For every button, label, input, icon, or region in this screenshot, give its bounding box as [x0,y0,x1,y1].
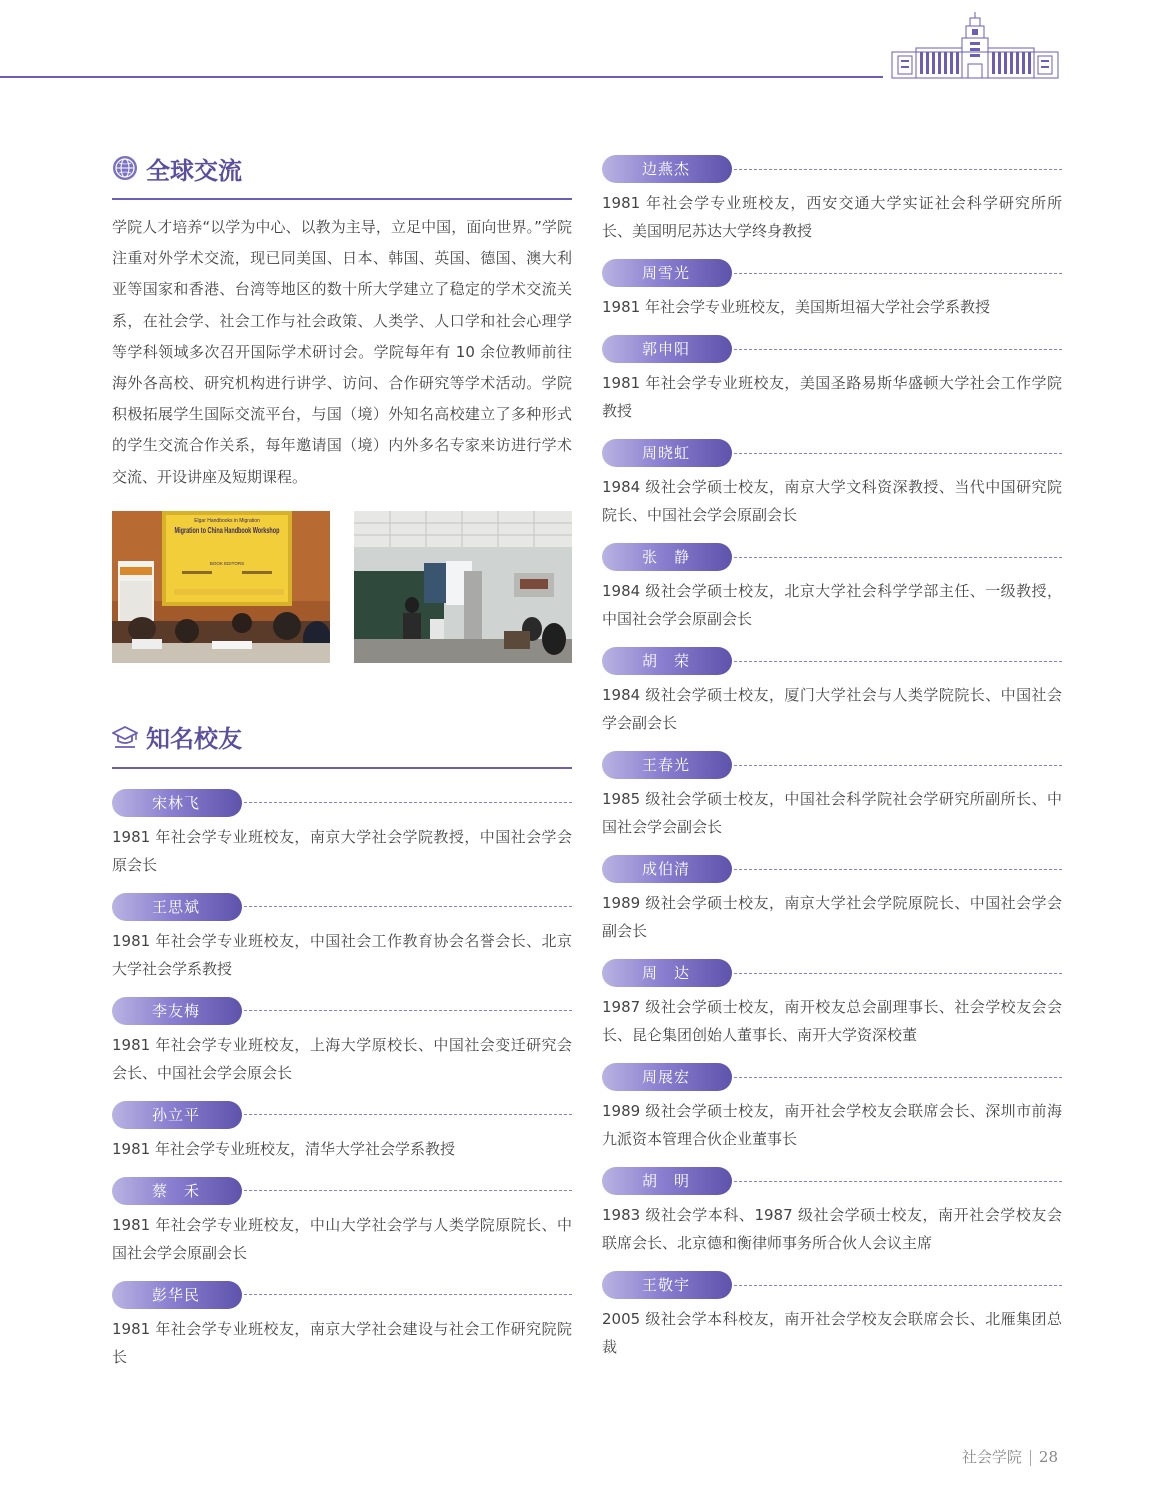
alumni-item [602,751,1062,841]
dotted-rule [734,1285,1062,1286]
right-column [602,155,1062,1361]
dotted-rule [244,1010,572,1011]
alumni-desc: 1981 年社会学专业班校友，上海大学原校长、中国社会变迁研究会会长、中国社会学会原会长 [112,1035,572,1082]
alumni-item [602,259,1062,321]
alumni-desc: 1989 级社会学硕士校友，南京大学社会学院原院长、中国社会学会副会长 [602,894,1062,940]
alumni-desc: 1987 级社会学硕士校友，南开校友总会副理事长、社会学校友会会长、昆仑集团创始人董事长、南开大学资深校董 [602,998,1062,1044]
dotted-rule [244,1294,572,1295]
alumni-desc: 1981 年社会学专业班校友，美国圣路易斯华盛顿大学社会工作学院教授 [602,374,1062,420]
page-number: 28 [1038,1448,1058,1466]
dotted-rule [244,1114,572,1115]
alumni-name-tag: 胡 荣 [602,647,732,675]
section-title-text: 知名校友 [146,724,242,754]
alumni-name-tag: 周晓虹 [602,439,732,467]
dotted-rule [734,273,1062,274]
alumni-name-tag: 蔡 禾 [112,1177,242,1205]
alumni-desc: 1989 级社会学硕士校友，南开社会学校友会联席会长、深圳市前海九派资本管理合伙企业董事长 [602,1102,1062,1148]
alumni-name-tag: 彭华民 [112,1281,242,1309]
alumni-item [602,647,1062,737]
alumni-name-tag: 宋林飞 [112,789,242,817]
dotted-rule [244,906,572,907]
dotted-rule [734,453,1062,454]
alumni-desc: 1984 级社会学硕士校友，厦门大学社会与人类学院院长、中国社会学会副会长 [602,686,1062,732]
screen-header: Elgar Handbooks in Migration [194,517,260,524]
alumni-name-tag: 张 静 [602,543,732,571]
alumni-desc: 1981 年社会学专业班校友，西安交通大学实证社会科学研究所所长、美国明尼苏达大学终身教授 [602,194,1062,240]
section-title-text: 全球交流 [146,155,242,185]
dotted-rule [734,557,1062,558]
globe-emblem-icon [112,155,138,181]
graduate-icon [112,724,138,750]
alumni-name-tag: 周 达 [602,959,732,987]
page-footer [962,1446,1058,1467]
left-column [112,150,572,1371]
footer-unit: 社会学院 [961,1448,1022,1466]
alumni-item [112,893,572,983]
alumni-item [602,335,1062,425]
dotted-rule [244,1190,572,1191]
dotted-rule [734,1077,1062,1078]
alumni-name-tag: 胡 明 [602,1167,732,1195]
alumni-item [112,1177,572,1267]
alumni-name-tag: 孙立平 [112,1101,242,1129]
header-rule [0,76,883,78]
alumni-item [602,155,1062,245]
alumni-desc: 1981 年社会学专业班校友，中国社会工作教育协会名誉会长、北京大学社会学系教授 [112,931,572,978]
exchange-paragraph: 学院人才培养“以学为中心、以教为主导，立足中国，面向世界。”学院注重对外学术交流，现已同美国、日本、韩国、英国、德国、澳大利亚等国家和香港、台湾等地区的数十所大学建立了稳定的学术交流关系，在社会学、社会工作与社会政策、人类学、人口学和社会心理学等学科领域多次召开国际学术研讨会。学院每年有 10 余位教师前往海外各高校、研究机构进行讲学、访问、合作研究等学术活动。学院积极拓展学生国际交流平台，与国（境）外知名高校建立了多种形式的学生交流合作关系，每年邀请国（境）内外多名专家来访进行学术交流、开设讲座及短期课程。 [112,218,572,486]
alumni-item [602,1271,1062,1361]
alumni-item [112,997,572,1087]
alumni-desc: 1984 级社会学硕士校友，南京大学文科资深教授、当代中国研究院院长、中国社会学会原副会长 [602,478,1062,524]
photo-row [112,511,572,663]
alumni-desc: 1981 年社会学专业班校友，中山大学社会学与人类学院原院长、中国社会学会原副会长 [112,1215,572,1262]
screen-title: Migration to China Handbook Workshop [174,525,280,535]
alumni-desc: 1981 年社会学专业班校友，美国斯坦福大学社会学系教授 [602,298,990,316]
alumni-desc: 1984 级社会学硕士校友，北京大学社会科学学部主任、一级教授，中国社会学会原副会长 [602,582,1062,628]
alumni-desc: 1981 年社会学专业班校友，清华大学社会学系教授 [112,1139,455,1158]
dotted-rule [734,869,1062,870]
lecture-photo [354,511,572,663]
dotted-rule [734,349,1062,350]
section-rule [112,767,572,769]
dotted-rule [734,661,1062,662]
alumni-item [112,789,572,879]
alumni-item [602,959,1062,1049]
alumni-name-tag: 周展宏 [602,1063,732,1091]
section-title-exchange [112,150,572,186]
alumni-item [112,1101,572,1163]
alumni-desc: 1981 年社会学专业班校友，南京大学社会学院教授，中国社会学会原会长 [112,827,572,874]
dotted-rule [734,765,1062,766]
dotted-rule [244,802,572,803]
alumni-item [112,1281,572,1371]
section-rule [112,198,572,200]
alumni-desc: 1985 级社会学硕士校友，中国社会科学院社会学研究所副所长、中国社会学会副会长 [602,790,1062,836]
dotted-rule [734,973,1062,974]
dotted-rule [734,169,1062,170]
alumni-name-tag: 周雪光 [602,259,732,287]
footer-separator [1030,1450,1031,1466]
alumni-desc: 2005 级社会学本科校友，南开社会学校友会联席会长、北雁集团总裁 [602,1310,1062,1356]
alumni-item [602,1063,1062,1153]
workshop-photo [112,511,330,663]
building-emblem-icon [890,12,1060,82]
alumni-name-tag: 李友梅 [112,997,242,1025]
alumni-name-tag: 王思斌 [112,893,242,921]
alumni-name-tag: 王敬宇 [602,1271,732,1299]
section-title-alumni [112,719,572,755]
alumni-name-tag: 郭申阳 [602,335,732,363]
dotted-rule [734,1181,1062,1182]
alumni-list-left [112,789,572,1371]
alumni-item [602,439,1062,529]
alumni-item [602,855,1062,945]
alumni-name-tag: 边燕杰 [602,155,732,183]
alumni-list-right [602,155,1062,1361]
alumni-name-tag: 成伯清 [602,855,732,883]
alumni-name-tag: 王春光 [602,751,732,779]
alumni-desc: 1983 级社会学本科、1987 级社会学硕士校友，南开社会学校友会联席会长、北京德和衡律师事务所合伙人会议主席 [602,1206,1062,1252]
alumni-desc: 1981 年社会学专业班校友，南京大学社会建设与社会工作研究院院长 [112,1319,572,1366]
alumni-item [602,543,1062,633]
alumni-item [602,1167,1062,1257]
screen-sub: BOOK EDITORS [209,560,245,566]
